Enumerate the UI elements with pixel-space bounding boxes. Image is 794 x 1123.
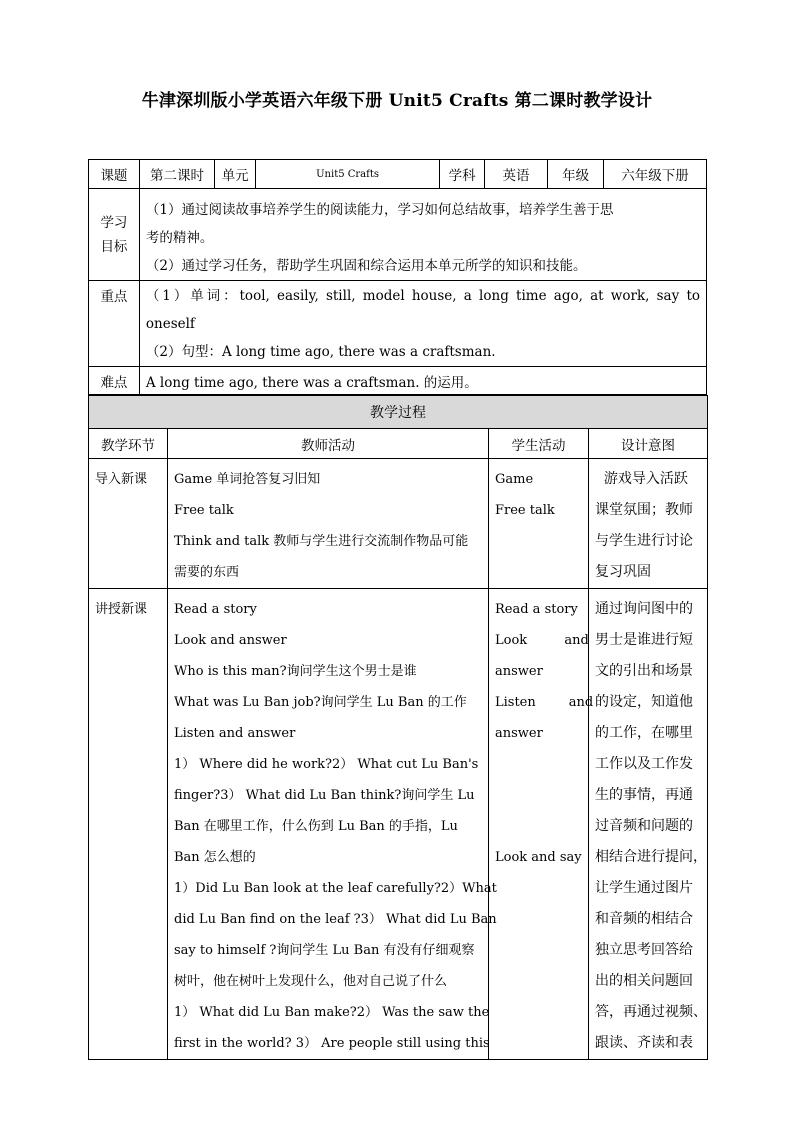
- intent-line: 独立思考回答给: [595, 942, 693, 958]
- teacher-line: 1） Where did he work?2） What cut Lu Ban's: [174, 757, 479, 772]
- student-line: Listen and: [495, 695, 594, 710]
- process-heading: 教学过程: [89, 396, 708, 429]
- subject-value: 英语: [485, 160, 548, 189]
- student-line: answer: [495, 726, 543, 741]
- intent-line: 和音频的相结合: [595, 911, 693, 927]
- intent-cell: [589, 589, 708, 1060]
- keypoints-line: （2）句型：A long time ago, there was a craftsman.: [145, 344, 496, 360]
- goals-line: 考的精神。: [145, 230, 214, 246]
- intent-line: 与学生进行讨论: [595, 533, 693, 549]
- process-header-row: [89, 429, 708, 459]
- teacher-line: What was Lu Ban job?询问学生 Lu Ban 的工作: [174, 695, 467, 710]
- teacher-line: Listen and answer: [174, 726, 296, 741]
- student-line: answer: [495, 664, 543, 679]
- goals-line: （1）通过阅读故事培养学生的阅读能力，学习如何总结故事，培养学生善于思: [145, 202, 614, 218]
- teacher-line: Free talk: [174, 503, 234, 518]
- student-line: [495, 811, 583, 842]
- teacher-line: 需要的东西: [174, 565, 240, 580]
- teacher-line: Look and answer: [174, 633, 287, 648]
- intent-line: 跟读、齐读和表: [595, 1035, 693, 1051]
- document-title: 牛津深圳版小学英语六年级下册 Unit5 Crafts 第二课时教学设计: [141, 91, 653, 111]
- intent-cell: [589, 459, 708, 589]
- student-line: Look and say: [495, 850, 582, 865]
- intent-line: 出的相关问题回: [595, 973, 693, 989]
- teacher-line: Who is this man?询问学生这个男士是谁: [174, 664, 417, 679]
- teacher-line: 树叶，他在树叶上发现什么，他对自己说了什么: [174, 974, 448, 989]
- teacher-cell: [168, 459, 489, 589]
- unit-value: Unit5 Crafts: [255, 160, 439, 189]
- intent-line: 答，再通过视频、: [595, 1004, 707, 1020]
- teacher-line: 1） What did Lu Ban make?2） Was the saw the: [174, 1005, 490, 1020]
- teacher-line: Read a story: [174, 602, 257, 617]
- teacher-line: Think and talk 教师与学生进行交流制作物品可能: [174, 534, 469, 549]
- unit-label: 单元: [215, 160, 256, 189]
- stage-label: 讲授新课: [95, 602, 148, 617]
- keypoints-line: （1）单词：tool, easily, still, model house, a long time ago, at work, say to: [145, 288, 700, 304]
- student-line: Game: [495, 472, 534, 487]
- process-row-intro: [89, 459, 708, 589]
- goals-row: [89, 189, 707, 281]
- goals-text: [139, 189, 706, 281]
- intent-line: 复习巩固: [595, 564, 651, 580]
- difficulty-text: A long time ago, there was a craftsman. 的运用。: [139, 367, 706, 395]
- intent-line: 生的事情，再通: [595, 787, 693, 803]
- intent-line: 让学生通过图片: [595, 880, 693, 896]
- student-line: Look and: [495, 633, 589, 648]
- teacher-line: Ban 怎么想的: [174, 850, 256, 865]
- stage-cell: [89, 459, 168, 589]
- intent-line: 男士是谁进行短: [595, 632, 693, 648]
- grade-label: 年级: [548, 160, 604, 189]
- teacher-line: finger?3） What did Lu Ban think?询问学生 Lu: [174, 788, 475, 803]
- difficulty-label: 难点: [89, 367, 140, 395]
- goals-line: （2）通过学习任务，帮助学生巩固和综合运用本单元所学的知识和技能。: [145, 258, 587, 274]
- intent-line: 过音频和问题的: [595, 818, 693, 834]
- student-cell: [489, 589, 594, 1060]
- student-line: [495, 749, 583, 780]
- subject-label: 学科: [440, 160, 485, 189]
- teacher-line: did Lu Ban find on the leaf ?3） What did Lu Ban: [174, 912, 497, 927]
- student-line: Read a story: [495, 602, 578, 617]
- process-table: [88, 395, 708, 1060]
- difficulty-row: [89, 367, 707, 395]
- grade-value: 六年级下册: [604, 160, 707, 189]
- keypoints-line: oneself: [145, 316, 195, 332]
- intent-line: 通过询问图中的: [595, 601, 693, 617]
- intent-line: 的工作，在哪里: [595, 725, 693, 741]
- keypoints-row: [89, 281, 707, 367]
- stage-cell: [89, 589, 168, 1060]
- intent-line: 课堂氛围；教师: [595, 502, 693, 518]
- teacher-line: Ban 在哪里工作，什么伤到 Lu Ban 的手指，Lu: [174, 819, 458, 834]
- process-row-new: [89, 589, 708, 1060]
- student-line: Free talk: [495, 503, 555, 518]
- goals-label-line1: 学习: [100, 214, 128, 231]
- stage-label: 导入新课: [95, 472, 148, 487]
- teacher-cell: [168, 589, 497, 1060]
- keypoints-label: 重点: [89, 281, 140, 367]
- intent-line: 相结合进行提问，: [595, 849, 707, 865]
- goals-label: [89, 189, 140, 281]
- intent-line: 的设定，知道他: [595, 694, 693, 710]
- info-table: [88, 159, 707, 395]
- intent-line: 文的引出和场景: [595, 663, 693, 679]
- teacher-line: 1）Did Lu Ban look at the leaf carefully?2）What: [174, 881, 497, 896]
- col-student-header: 学生活动: [489, 429, 589, 459]
- info-row: [89, 160, 707, 189]
- col-stage-header: 教学环节: [89, 429, 168, 459]
- col-intent-header: 设计意图: [589, 429, 708, 459]
- col-teacher-header: 教师活动: [168, 429, 489, 459]
- student-cell: [489, 459, 589, 589]
- teacher-line: first in the world? 3） Are people still using this: [174, 1036, 490, 1051]
- student-line: [495, 780, 583, 811]
- teacher-line: say to himself ?询问学生 Lu Ban 有没有仔细观察: [174, 943, 475, 958]
- intent-line: 工作以及工作发: [595, 756, 693, 772]
- teacher-line: Game 单词抢答复习旧知: [174, 472, 321, 487]
- topic-label: 课题: [89, 160, 140, 189]
- topic-value: 第二课时: [139, 160, 214, 189]
- intent-line: 游戏导入活跃: [595, 471, 688, 487]
- goals-label-line2: 目标: [100, 238, 128, 255]
- keypoints-text: [139, 281, 706, 367]
